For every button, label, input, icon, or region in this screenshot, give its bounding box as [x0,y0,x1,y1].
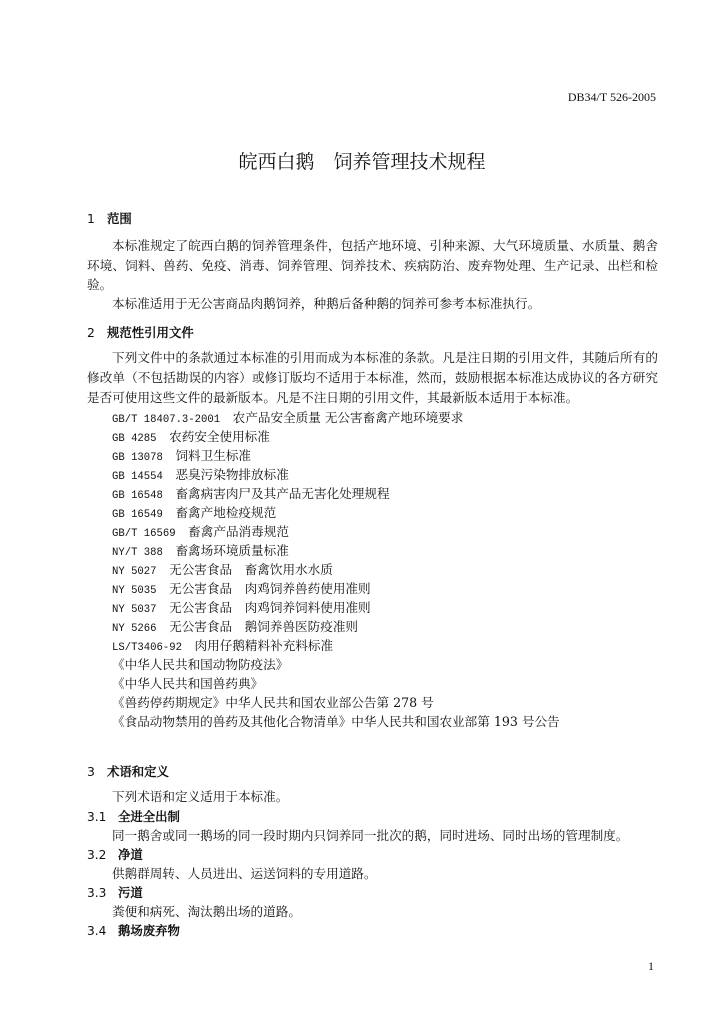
reference-title: 无公害食品 肉鸡饲养兽药使用准则 [169,580,371,596]
reference-code: NY 5037 [112,603,157,616]
reference-title: 农药安全使用标准 [169,428,270,444]
reference-item [112,484,658,503]
section-number: 2 [87,324,95,340]
section-title: 术语和定义 [107,763,169,779]
reference-code: GB 13078 [112,451,163,464]
reference-item [112,598,658,617]
paragraph: 下列文件中的条款通过本标准的引用而成为本标准的条款。凡是注日期的引用文件，其随后所有的修改单（不包括勘误的内容）或修订版均不适用于本标准，然而，鼓励根据本标准达成协议的各方研究是否可使用这些文件的最新版本。凡是不注日期的引用文件，其最新版本适用于本标准。 [87,350,658,405]
reference-list [112,408,658,732]
reference-item [112,636,658,655]
reference-item [112,503,658,522]
section-intro: 下列术语和定义适用于本标准。 [112,789,289,805]
paragraph: 本标准适用于无公害商品肉鹅饲养，种鹅后备种鹅的饲养可参考本标准执行。 [112,296,541,312]
term-number: 3.1 [87,809,107,824]
section-heading-normative-references [87,323,194,342]
reference-document: 《中华人民共和国动物防疫法》 [112,657,289,673]
term-definition: 粪便和病死、淘汰鹅出场的道路。 [112,904,301,920]
paragraph: 本标准规定了皖西白鹅的饲养管理条件，包括产地环境、引种来源、大气环境质量、水质量、鹅舍环境、饲料、兽药、免疫、消毒、饲养管理、饲养技术、疾病防治、废弃物处理、生产记录、出栏和检验。 [87,238,658,292]
term-name: 鹅场废弃物 [118,923,180,939]
reference-item [112,579,658,598]
section-title: 范围 [107,210,132,226]
section-body-terms-definitions [87,787,658,940]
reference-code: LS/T3406-92 [112,642,182,655]
reference-title: 畜禽场环境质量标准 [175,542,289,558]
reference-code: GB 4285 [112,432,157,445]
term-heading [87,845,658,864]
term-number: 3.2 [87,847,107,862]
reference-code: GB/T 16569 [112,527,176,540]
reference-title: 畜禽病害肉尸及其产品无害化处理规程 [175,485,390,501]
reference-item [112,617,658,636]
term-name: 污道 [118,885,143,901]
term-name: 净道 [118,846,143,862]
section-title: 规范性引用文件 [107,324,194,340]
reference-title: 畜禽产地检疫规范 [175,504,277,520]
reference-title: 农产品安全质量 无公害畜禽产地环境要求 [232,409,464,425]
term-number: 3.4 [87,924,107,939]
document-title: 皖西白鹅 饲养管理技术规程 [238,151,486,173]
reference-code: NY 5266 [112,623,157,636]
reference-item [112,560,658,579]
reference-code: GB/T 18407.3-2001 [112,413,221,426]
reference-code: GB 16548 [112,489,163,502]
section-body-scope [87,236,658,313]
reference-title: 恶臭污染物排放标准 [175,466,289,482]
reference-document: 《兽药停药期规定》中华人民共和国农业部公告第 278 号 [112,695,434,711]
reference-item [112,446,658,465]
reference-document: 《中华人民共和国兽药典》 [112,676,264,692]
term-name: 全进全出制 [118,808,180,824]
term-number: 3.3 [87,886,107,901]
page-number: 1 [648,959,654,973]
term-heading [87,883,658,902]
reference-title: 无公害食品 畜禽饮用水水质 [169,561,333,577]
reference-title: 无公害食品 鹅饲养兽医防疫准则 [169,619,359,635]
reference-code: GB 14554 [112,470,163,483]
term-definition: 供鹅群周转、人员进出、运送饲料的专用道路。 [112,865,377,881]
reference-title: 无公害食品 肉鸡饲养饲料使用准则 [169,599,371,615]
reference-item [112,465,658,484]
section-body-normative-references [87,348,658,407]
reference-item [112,522,658,541]
section-heading-scope [87,209,132,228]
reference-title: 畜禽产品消毒规范 [188,523,289,539]
reference-item [112,541,658,560]
reference-code: NY 5035 [112,584,157,597]
term-heading [87,807,658,826]
reference-code: NY/T 388 [112,546,163,559]
section-number: 3 [87,763,95,779]
reference-code: GB 16549 [112,508,163,521]
reference-title: 肉用仔鹅精料补充料标准 [194,638,334,654]
reference-item [112,427,658,446]
reference-code: NY 5027 [112,565,157,578]
section-heading-terms-definitions [87,762,169,781]
reference-item [112,408,658,427]
section-number: 1 [87,210,95,226]
term-heading [87,921,658,940]
reference-title: 饲料卫生标准 [175,447,252,463]
term-definition: 同一鹅舍或同一鹅场的同一段时期内只饲养同一批次的鹅，同时进场、同时出场的管理制度。 [112,827,629,843]
document-number: DB34/T 526-2005 [567,90,656,104]
reference-document: 《食品动物禁用的兽药及其他化合物清单》中华人民共和国农业部第 193 号公告 [112,714,560,730]
